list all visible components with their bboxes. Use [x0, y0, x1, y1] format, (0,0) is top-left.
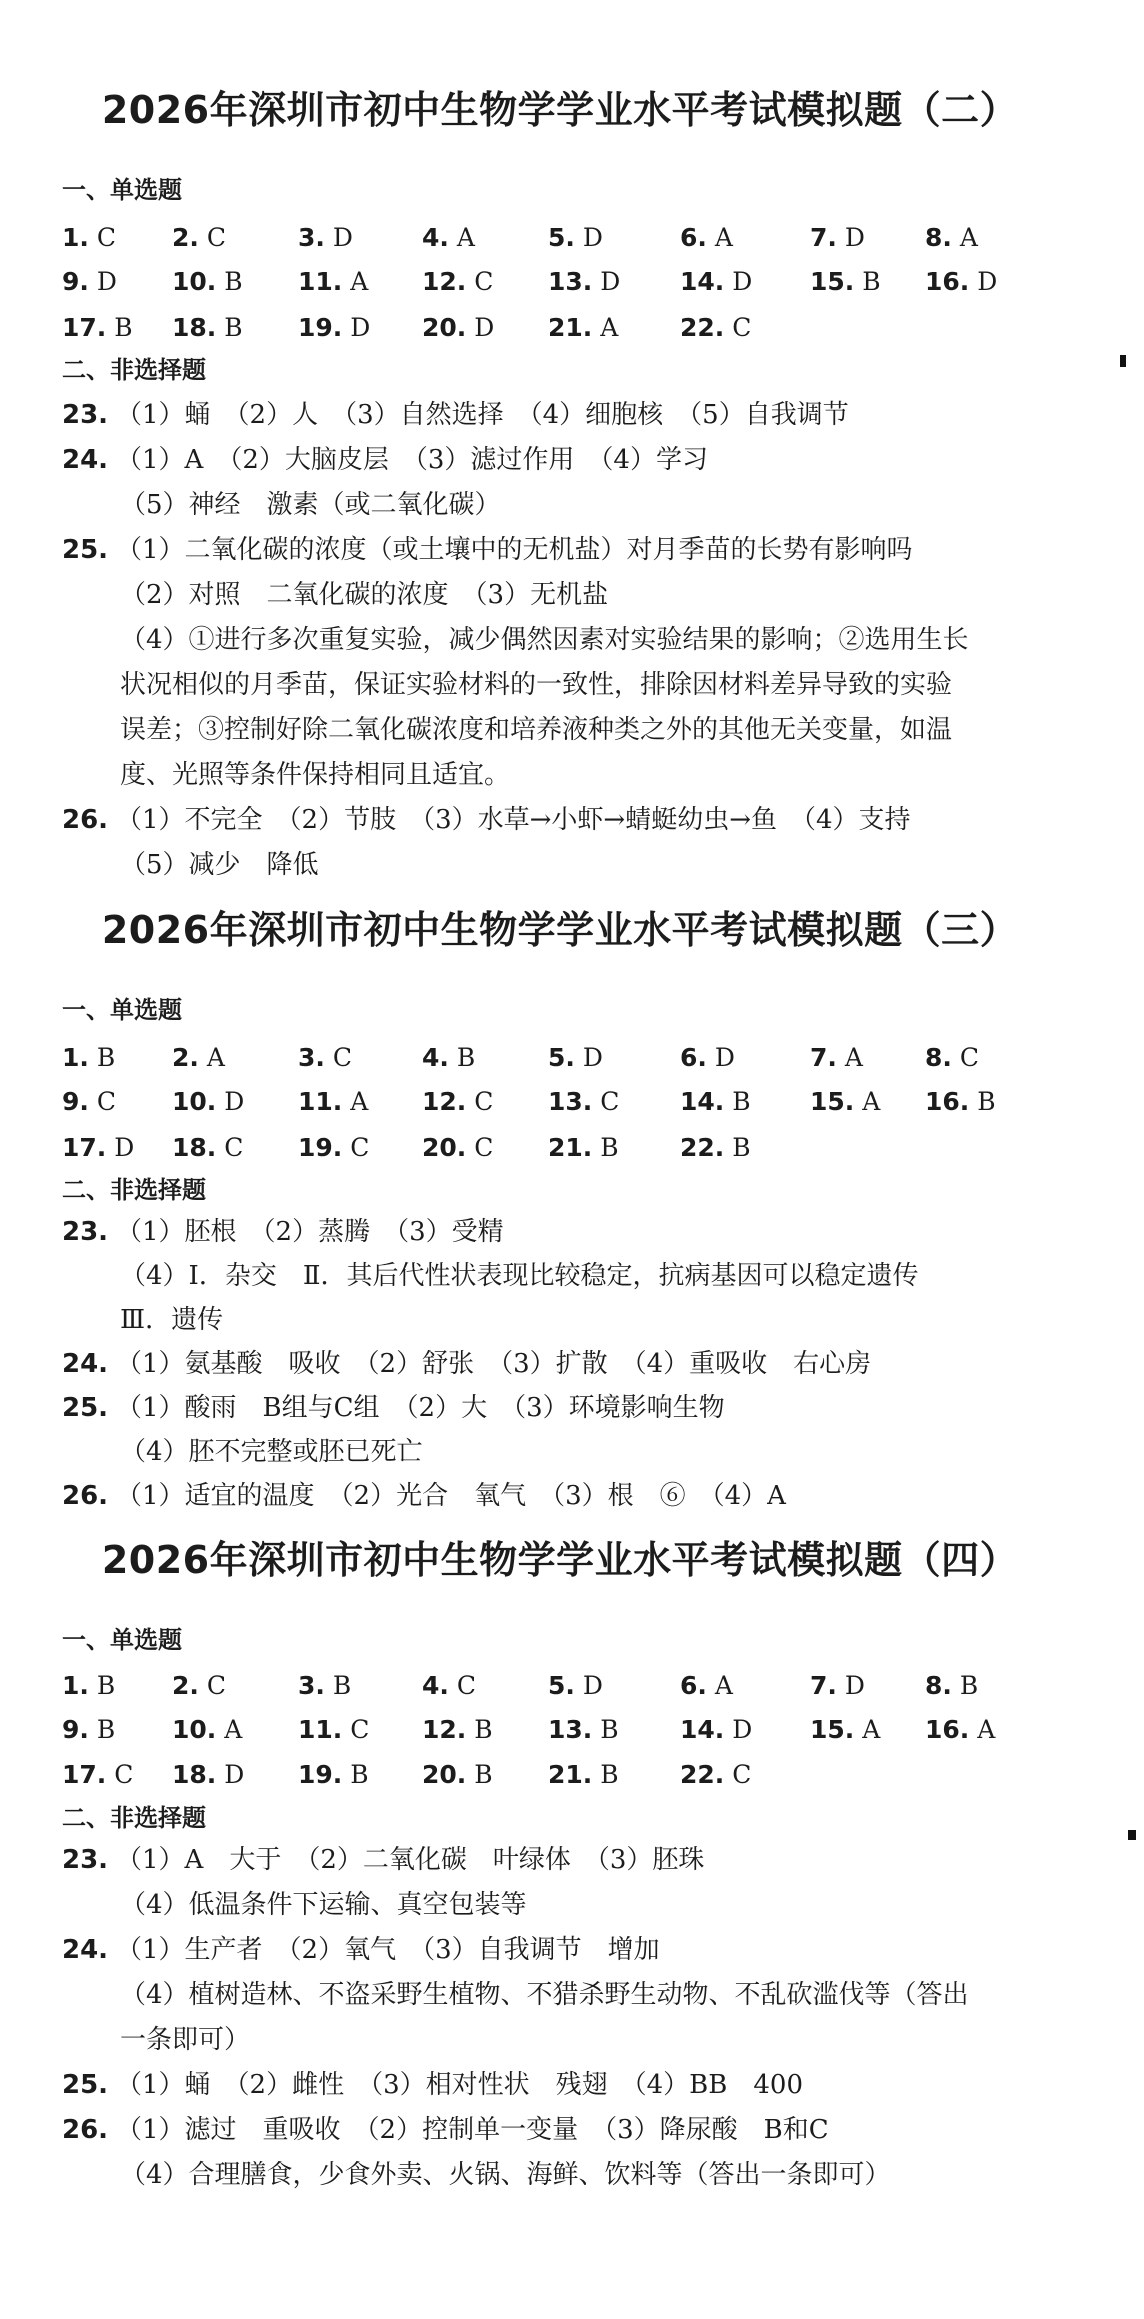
question-number: 3.	[298, 1671, 325, 1700]
question-number: 1.	[62, 1671, 89, 1700]
question-number: 17.	[62, 1133, 107, 1162]
question-number: 14.	[680, 1087, 725, 1116]
mc-answer	[548, 1084, 619, 1120]
question-number: 7.	[810, 223, 837, 252]
answer-letter: D	[114, 1133, 135, 1162]
question-number: 12.	[422, 1715, 467, 1744]
answer-line	[120, 620, 969, 660]
mc-answer	[62, 1084, 116, 1120]
answer-line	[62, 395, 849, 435]
mc-answer-row	[0, 264, 1144, 300]
mc-answer-row	[0, 310, 1144, 346]
open-question-heading: 二、非选择题	[62, 356, 206, 384]
answer-text: （1）胚根 （2）蒸腾 （3）受精	[116, 1217, 504, 1247]
mc-answer-row	[0, 1712, 1144, 1748]
question-number: 2.	[172, 223, 199, 252]
mc-answer	[680, 1040, 735, 1076]
answer-line	[62, 2110, 829, 2150]
question-number: 10.	[172, 1087, 217, 1116]
question-number: 25.	[62, 1393, 109, 1423]
question-number: 17.	[62, 1760, 107, 1789]
mc-answer	[62, 1757, 133, 1793]
answer-letter: B	[350, 1760, 369, 1789]
mc-answer	[172, 1084, 244, 1120]
question-number: 16.	[925, 1715, 970, 1744]
scan-mark	[1120, 355, 1126, 367]
answer-line	[120, 1432, 423, 1472]
question-number: 21.	[548, 313, 593, 342]
answer-text: 度、光照等条件保持相同且适宜。	[120, 760, 511, 790]
answer-letter: C	[474, 267, 494, 296]
answer-text: （4）①进行多次重复实验，减少偶然因素对实验结果的影响；②选用生长	[120, 625, 969, 655]
answer-letter: B	[732, 1133, 751, 1162]
answer-text: （1）滤过 重吸收 （2）控制单一变量 （3）降尿酸 B和C	[116, 2115, 829, 2145]
answer-letter: B	[114, 313, 133, 342]
section-title: 2026年深圳市初中生物学学业水平考试模拟题（三）	[101, 908, 1019, 952]
open-question-heading: 二、非选择题	[62, 1804, 206, 1832]
answer-letter: B	[332, 1671, 352, 1700]
question-number: 21.	[548, 1133, 593, 1162]
mc-answer	[680, 310, 751, 346]
question-number: 6.	[680, 1671, 707, 1700]
answer-line	[62, 530, 913, 570]
answer-text: （2）对照 二氧化碳的浓度 （3）无机盐	[120, 580, 609, 610]
answer-line	[62, 1388, 725, 1428]
scan-mark	[1128, 1830, 1136, 1840]
mc-answer	[172, 1040, 225, 1076]
answer-text: （1）蛹 （2）雌性 （3）相对性状 残翅 （4）BB 400	[116, 2070, 804, 2100]
answer-letter: B	[732, 1087, 751, 1116]
question-number: 22.	[680, 313, 725, 342]
answer-line	[120, 1885, 527, 1925]
answer-text: （1）A 大于 （2）二氧化碳 叶绿体 （3）胚珠	[116, 1845, 705, 1875]
mc-answer	[925, 1084, 996, 1120]
question-number: 19.	[298, 1760, 343, 1789]
answer-letter: A	[977, 1715, 996, 1744]
answer-letter: D	[474, 313, 495, 342]
answer-letter: A	[456, 223, 475, 252]
answer-letter: D	[714, 1043, 735, 1072]
answer-line	[62, 1930, 660, 1970]
answer-letter: D	[96, 267, 117, 296]
answer-line	[120, 2155, 891, 2195]
question-number: 22.	[680, 1133, 725, 1162]
answer-line	[120, 1300, 223, 1340]
question-number: 1.	[62, 223, 89, 252]
question-number: 19.	[298, 313, 343, 342]
answer-letter: A	[862, 1087, 881, 1116]
answer-line	[62, 1212, 504, 1252]
answer-letter: C	[332, 1043, 353, 1072]
answer-text: （1）酸雨 B组与C组 （2）大 （3）环境影响生物	[116, 1393, 725, 1423]
mc-answer	[422, 220, 475, 256]
question-number: 16.	[925, 1087, 970, 1116]
answer-letter: D	[732, 267, 753, 296]
question-number: 4.	[422, 223, 449, 252]
mc-answer	[810, 1084, 880, 1120]
mc-answer	[298, 264, 368, 300]
answer-letter: B	[224, 267, 243, 296]
mc-answer	[810, 264, 881, 300]
answer-letter: B	[96, 1043, 116, 1072]
answer-text: （1）氨基酸 吸收 （2）舒张 （3）扩散 （4）重吸收 右心房	[116, 1349, 872, 1379]
question-number: 10.	[172, 267, 217, 296]
mc-answer-row	[0, 1084, 1144, 1120]
mc-answer	[172, 1130, 243, 1166]
mc-answer	[680, 1130, 751, 1166]
mc-answer-row	[0, 1040, 1144, 1076]
answer-letter: A	[206, 1043, 225, 1072]
mc-answer	[548, 220, 603, 256]
answer-text: （4）合理膳食，少食外卖、火锅、海鲜、饮料等（答出一条即可）	[120, 2160, 891, 2190]
question-number: 26.	[62, 1481, 109, 1511]
answer-letter: A	[350, 1087, 369, 1116]
question-number: 24.	[62, 1935, 109, 1965]
answer-line	[62, 800, 911, 840]
question-number: 18.	[172, 1133, 217, 1162]
answer-letter: C	[959, 1043, 980, 1072]
mc-answer	[62, 1040, 115, 1076]
question-number: 19.	[298, 1133, 343, 1162]
mc-answer	[172, 220, 226, 256]
mc-answer	[62, 310, 133, 346]
answer-text: （1）A （2）大脑皮层 （3）滤过作用 （4）学习	[116, 445, 708, 475]
answer-letter: D	[844, 1671, 865, 1700]
mc-answer	[298, 1757, 369, 1793]
mc-answer	[298, 310, 370, 346]
mc-answer	[810, 1040, 863, 1076]
mc-answer	[172, 1668, 226, 1704]
question-number: 7.	[810, 1043, 837, 1072]
question-number: 25.	[62, 2070, 109, 2100]
question-number: 20.	[422, 1760, 467, 1789]
answer-line	[62, 1476, 786, 1516]
answer-line	[120, 845, 319, 885]
multiple-choice-heading: 一、单选题	[62, 996, 182, 1024]
question-number: 11.	[298, 1715, 343, 1744]
mc-answer	[298, 1712, 369, 1748]
question-number: 12.	[422, 1087, 467, 1116]
question-number: 15.	[810, 1715, 855, 1744]
answer-letter: C	[474, 1133, 494, 1162]
open-question-heading: 二、非选择题	[62, 1176, 206, 1204]
multiple-choice-heading: 一、单选题	[62, 1626, 182, 1654]
question-number: 14.	[680, 267, 725, 296]
answer-letter: D	[732, 1715, 753, 1744]
question-number: 5.	[548, 1043, 575, 1072]
question-number: 23.	[62, 1217, 109, 1247]
answer-letter: A	[350, 267, 369, 296]
answer-line	[120, 710, 952, 750]
answer-line	[120, 485, 501, 525]
mc-answer	[925, 1712, 995, 1748]
answer-letter: C	[224, 1133, 244, 1162]
answer-line	[120, 665, 952, 705]
question-number: 11.	[298, 267, 343, 296]
mc-answer	[925, 1668, 978, 1704]
answer-letter: C	[350, 1133, 370, 1162]
multiple-choice-heading: 一、单选题	[62, 176, 182, 204]
answer-letter: A	[224, 1715, 243, 1744]
answer-letter: B	[474, 1715, 493, 1744]
mc-answer	[172, 310, 243, 346]
section-title: 2026年深圳市初中生物学学业水平考试模拟题（二）	[101, 88, 1019, 132]
answer-letter: D	[582, 1043, 603, 1072]
question-number: 10.	[172, 1715, 217, 1744]
answer-line	[120, 755, 510, 795]
question-number: 6.	[680, 1043, 707, 1072]
answer-letter: A	[714, 223, 733, 252]
answer-letter: C	[600, 1087, 620, 1116]
answer-text: 一条即可）	[120, 2025, 251, 2055]
question-number: 3.	[298, 223, 325, 252]
mc-answer-row	[0, 1130, 1144, 1166]
question-number: 13.	[548, 1715, 593, 1744]
question-number: 14.	[680, 1715, 725, 1744]
mc-answer	[422, 310, 494, 346]
answer-text: （4）低温条件下运输、真空包装等	[120, 1890, 527, 1920]
mc-answer	[680, 1668, 733, 1704]
question-number: 24.	[62, 1349, 109, 1379]
question-number: 9.	[62, 267, 89, 296]
mc-answer	[548, 1130, 619, 1166]
answer-letter: A	[862, 1715, 881, 1744]
answer-letter: C	[732, 1760, 752, 1789]
answer-text: （4）胚不完整或胚已死亡	[120, 1437, 423, 1467]
answer-text: （5）减少 降低	[120, 850, 319, 880]
answer-letter: D	[582, 1671, 603, 1700]
mc-answer	[680, 1712, 752, 1748]
question-number: 26.	[62, 2115, 109, 2145]
mc-answer	[925, 264, 997, 300]
answer-letter: B	[456, 1043, 476, 1072]
answer-letter: D	[350, 313, 371, 342]
answer-letter: B	[96, 1715, 116, 1744]
answer-letter: B	[600, 1133, 619, 1162]
answer-letter: D	[600, 267, 621, 296]
mc-answer	[422, 1130, 493, 1166]
question-number: 4.	[422, 1043, 449, 1072]
question-number: 12.	[422, 267, 467, 296]
question-number: 18.	[172, 1760, 217, 1789]
mc-answer	[422, 1084, 493, 1120]
question-number: 21.	[548, 1760, 593, 1789]
question-number: 4.	[422, 1671, 449, 1700]
answer-letter: B	[96, 1671, 116, 1700]
mc-answer	[62, 1668, 115, 1704]
answer-letter: B	[600, 1760, 619, 1789]
question-number: 9.	[62, 1087, 89, 1116]
answer-letter: C	[456, 1671, 477, 1700]
mc-answer	[298, 1084, 368, 1120]
mc-answer	[422, 264, 493, 300]
answer-letter: D	[977, 267, 998, 296]
question-number: 9.	[62, 1715, 89, 1744]
question-number: 1.	[62, 1043, 89, 1072]
mc-answer	[548, 264, 620, 300]
answer-letter: B	[959, 1671, 979, 1700]
question-number: 3.	[298, 1043, 325, 1072]
question-number: 8.	[925, 1043, 952, 1072]
answer-letter: D	[844, 223, 865, 252]
question-number: 6.	[680, 223, 707, 252]
answer-line	[120, 1256, 919, 1296]
question-number: 20.	[422, 313, 467, 342]
mc-answer	[62, 264, 117, 300]
mc-answer	[422, 1712, 493, 1748]
question-number: 8.	[925, 1671, 952, 1700]
question-number: 22.	[680, 1760, 725, 1789]
question-number: 18.	[172, 313, 217, 342]
mc-answer-row	[0, 1757, 1144, 1793]
answer-letter: D	[582, 223, 603, 252]
answer-letter: B	[977, 1087, 996, 1116]
answer-letter: B	[862, 267, 881, 296]
answer-letter: A	[714, 1671, 733, 1700]
question-number: 24.	[62, 445, 109, 475]
mc-answer	[298, 1668, 351, 1704]
answer-letter: D	[332, 223, 353, 252]
section-title: 2026年深圳市初中生物学学业水平考试模拟题（四）	[101, 1538, 1019, 1582]
mc-answer	[548, 1040, 603, 1076]
mc-answer	[298, 220, 353, 256]
answer-letter: B	[224, 313, 243, 342]
mc-answer	[422, 1757, 493, 1793]
mc-answer	[680, 1084, 751, 1120]
question-number: 23.	[62, 1845, 109, 1875]
answer-letter: C	[114, 1760, 134, 1789]
answer-text: （1）不完全 （2）节肢 （3）水草→小虾→蜻蜓幼虫→鱼 （4）支持	[116, 805, 911, 835]
mc-answer	[422, 1040, 475, 1076]
answer-line	[62, 1840, 704, 1880]
mc-answer	[680, 264, 752, 300]
question-number: 25.	[62, 535, 109, 565]
answer-letter: C	[96, 1087, 117, 1116]
answer-text: （5）神经 激素（或二氧化碳）	[120, 490, 501, 520]
answer-letter: B	[474, 1760, 493, 1789]
answer-text: （4）植树造林、不盗采野生植物、不猎杀野生动物、不乱砍滥伐等（答出	[120, 1980, 969, 2010]
answer-text: 状况相似的月季苗，保证实验材料的一致性，排除因材料差异导致的实验	[120, 670, 953, 700]
mc-answer	[548, 1712, 619, 1748]
answer-line	[120, 1975, 969, 2015]
answer-letter: C	[96, 223, 117, 252]
answer-text: 误差；③控制好除二氧化碳浓度和培养液种类之外的其他无关变量，如温	[120, 715, 953, 745]
mc-answer	[548, 1668, 603, 1704]
mc-answer	[172, 1757, 244, 1793]
question-number: 2.	[172, 1671, 199, 1700]
answer-text: （1）适宜的温度 （2）光合 氧气 （3）根 ⑥ （4）A	[116, 1481, 786, 1511]
mc-answer	[925, 1040, 979, 1076]
mc-answer	[810, 220, 865, 256]
answer-letter: A	[844, 1043, 863, 1072]
mc-answer	[548, 1757, 619, 1793]
mc-answer	[62, 1712, 115, 1748]
mc-answer	[62, 220, 116, 256]
question-number: 7.	[810, 1671, 837, 1700]
mc-answer	[172, 264, 243, 300]
mc-answer	[680, 220, 733, 256]
answer-text: （4）Ⅰ．杂交 Ⅱ．其后代性状表现比较稳定，抗病基因可以稳定遗传	[120, 1261, 919, 1291]
answer-line	[62, 1344, 871, 1384]
answer-letter: A	[600, 313, 619, 342]
mc-answer-row	[0, 1668, 1144, 1704]
question-number: 5.	[548, 1671, 575, 1700]
answer-line	[120, 2020, 250, 2060]
mc-answer	[298, 1130, 369, 1166]
question-number: 20.	[422, 1133, 467, 1162]
question-number: 2.	[172, 1043, 199, 1072]
question-number: 15.	[810, 267, 855, 296]
mc-answer	[810, 1668, 865, 1704]
mc-answer	[810, 1712, 880, 1748]
answer-text: （1）二氧化碳的浓度（或土壤中的无机盐）对月季苗的长势有影响吗	[116, 535, 913, 565]
answer-line	[120, 575, 608, 615]
mc-answer	[680, 1757, 751, 1793]
question-number: 13.	[548, 1087, 593, 1116]
mc-answer	[548, 310, 618, 346]
mc-answer	[62, 1130, 134, 1166]
mc-answer	[172, 1712, 242, 1748]
question-number: 13.	[548, 267, 593, 296]
answer-letter: D	[224, 1087, 245, 1116]
answer-letter: C	[206, 223, 227, 252]
question-number: 5.	[548, 223, 575, 252]
answer-letter: C	[350, 1715, 370, 1744]
answer-letter: D	[224, 1760, 245, 1789]
answer-line	[62, 2065, 803, 2105]
answer-letter: C	[732, 313, 752, 342]
answer-text: Ⅲ．遗传	[120, 1305, 224, 1335]
answer-line	[62, 440, 708, 480]
question-number: 16.	[925, 267, 970, 296]
answer-letter: C	[206, 1671, 227, 1700]
answer-letter: A	[959, 223, 978, 252]
question-number: 26.	[62, 805, 109, 835]
mc-answer	[422, 1668, 476, 1704]
mc-answer	[298, 1040, 352, 1076]
mc-answer-row	[0, 220, 1144, 256]
question-number: 8.	[925, 223, 952, 252]
answer-letter: B	[600, 1715, 619, 1744]
question-number: 11.	[298, 1087, 343, 1116]
answer-text: （1）蛹 （2）人 （3）自然选择 （4）细胞核 （5）自我调节	[116, 400, 849, 430]
mc-answer	[925, 220, 978, 256]
question-number: 23.	[62, 400, 109, 430]
question-number: 15.	[810, 1087, 855, 1116]
question-number: 17.	[62, 313, 107, 342]
answer-text: （1）生产者 （2）氧气 （3）自我调节 增加	[116, 1935, 660, 1965]
answer-letter: C	[474, 1087, 494, 1116]
